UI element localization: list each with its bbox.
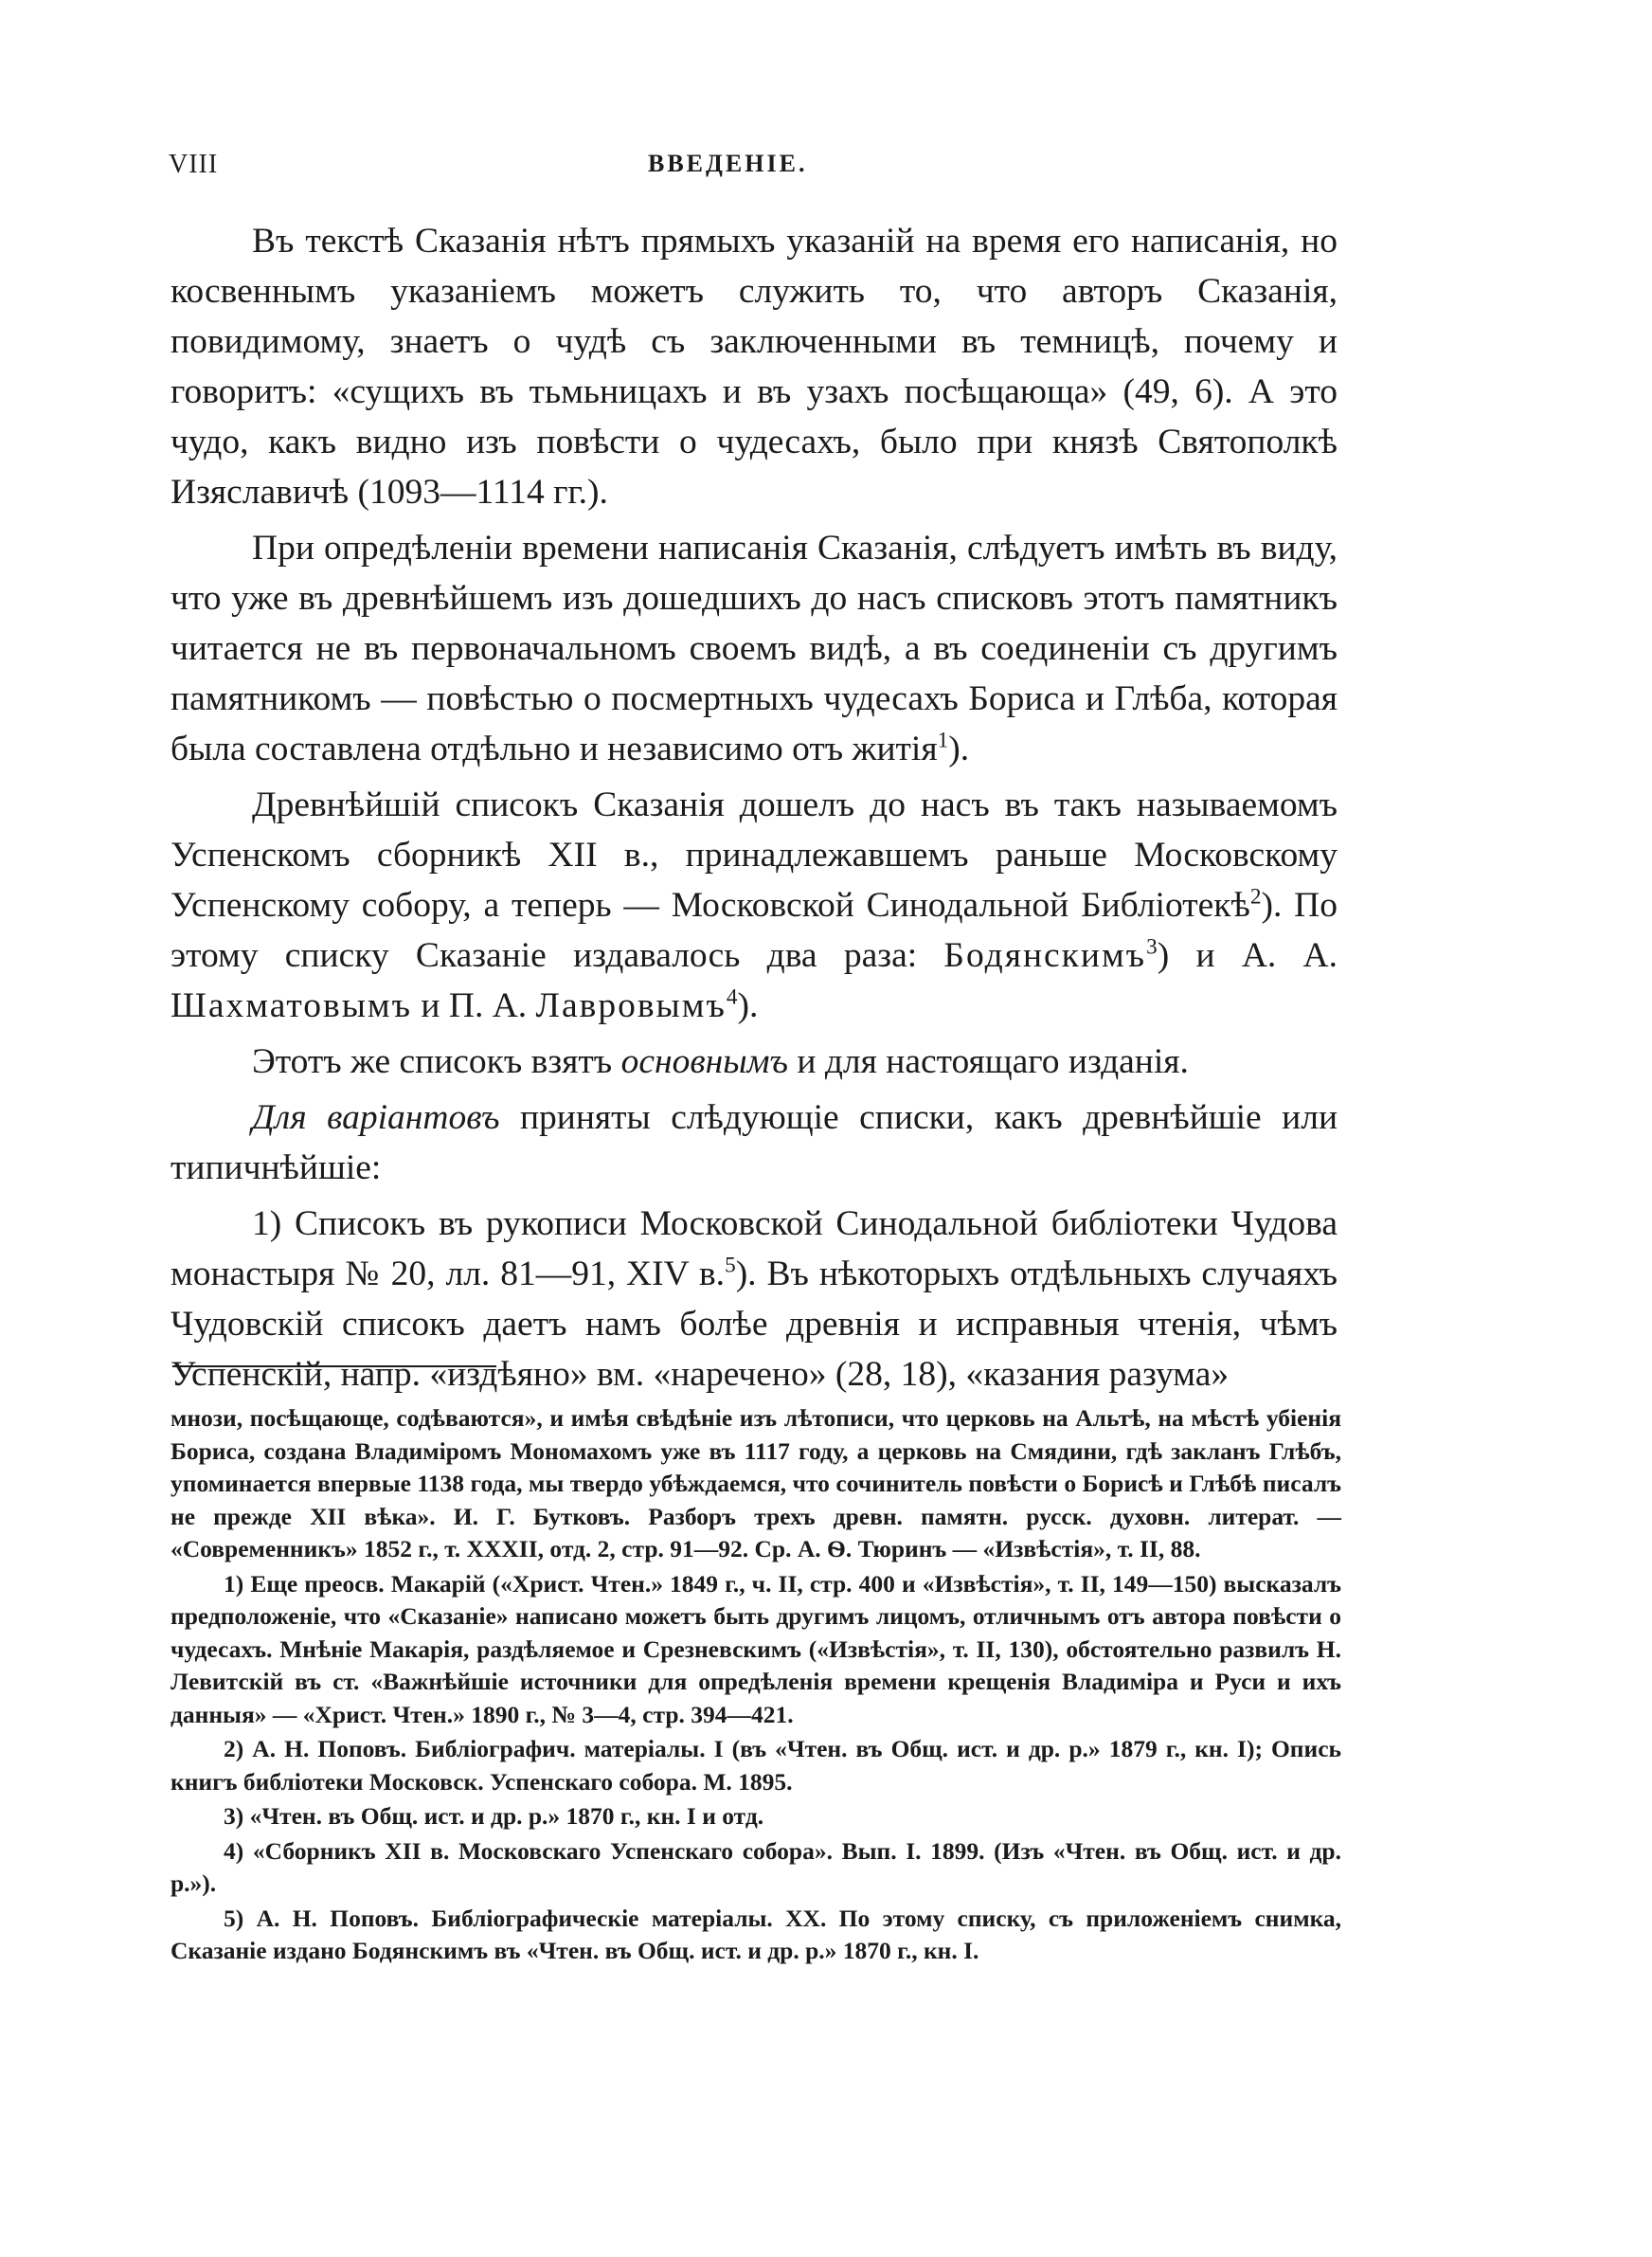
paragraph-3-text-d: и П. А. bbox=[421, 986, 528, 1025]
paragraph-2-end: ). bbox=[948, 730, 970, 768]
page-number: VIII bbox=[169, 150, 219, 179]
name-shakhmatov: Шахматовымъ bbox=[171, 986, 413, 1025]
paragraph-1-text: Въ текстѣ Сказанія нѣтъ прямыхъ указаній на время его написанія, но косвеннымъ указаніемъ можетъ служить то, что авторъ Сказанія, повидимому, знаетъ о чудѣ съ заключенными въ темницѣ, почему и говоритъ: «сущихъ въ тьмьницахъ и въ узахъ посѣщающа» (49, 6). А это чудо, какъ видно изъ повѣсти о чудесахъ, было при князѣ Святополкѣ Изяславичѣ (1093—1114 гг.). bbox=[171, 222, 1338, 512]
footnote-ref-2: 2 bbox=[1249, 884, 1262, 910]
footnote-ref-3: 3 bbox=[1146, 934, 1158, 960]
paragraph-3-text-a: Древнѣйшій списокъ Сказанія дошелъ до насъ въ такъ называемомъ Успенскомъ сборникѣ XII в., принадлежавшемъ раньше Московскому Успенскому собору, а теперь — Московской Синодальной Библіотекѣ bbox=[171, 785, 1338, 925]
footnote-2: 2) А. Н. Поповъ. Библіографич. матеріалы. I (въ «Чтен. въ Общ. ист. и др. р.» 1879 г., кн. I); Опись книгъ библіотеки Московск. Успенскаго собора. М. 1895. bbox=[171, 1735, 1341, 1796]
footnote-1: 1) Еще преосв. Макарій («Христ. Чтен.» 1849 г., ч. II, стр. 400 и «Извѣстія», т. II, 149—150) высказалъ предположеніе, что «Сказаніе» написано можетъ быть другимъ лицомъ, отличнымъ отъ автора повѣсти о чудесахъ. Мнѣніе Макарія, раздѣляемое и Срезневскимъ («Извѣстія», т. II, 130), обстоятельно развилъ Н. Левитскій въ ст. «Важнѣйшіе источники для опредѣленія времени крещенія Владиміра и Руси и ихъ данныя» — «Христ. Чтен.» 1890 г., № 3—4, стр. 394—421. bbox=[171, 1569, 1341, 1728]
footnote-separator bbox=[172, 1365, 496, 1367]
name-bodyansky: Бодянскимъ bbox=[943, 936, 1147, 975]
running-title: ВВЕДЕНІЕ. bbox=[648, 150, 808, 177]
paragraph-3-text-e: ). bbox=[737, 986, 759, 1025]
footnote-ref-4: 4 bbox=[726, 984, 738, 1010]
paragraph-3-text-b: ). По этому списку Сказаніе издавалось два раза: bbox=[171, 886, 1338, 975]
paragraph-3 bbox=[171, 780, 1338, 1031]
name-lavrov: Лавровымъ bbox=[535, 986, 727, 1025]
running-head bbox=[0, 150, 1652, 188]
main-text bbox=[171, 216, 1338, 1405]
paragraph-5-emphasis: Для варіантовъ bbox=[252, 1098, 500, 1137]
paragraph-5-text: приняты слѣдующіе списки, какъ древнѣйшіе или типичнѣйшіе: bbox=[171, 1098, 1338, 1187]
footnote-5: 5) А. Н. Поповъ. Библіографическіе матеріалы. XX. По этому списку, съ приложеніемъ снимка, Сказаніе издано Бодянскимъ въ «Чтен. въ Общ. ист. и др. р.» 1870 г., кн. I. bbox=[171, 1904, 1341, 1964]
paragraph-6 bbox=[171, 1199, 1338, 1399]
paragraph-6-text-b: ). Въ нѣкоторыхъ отдѣльныхъ случаяхъ Чудовскій списокъ даетъ намъ болѣе древнія и исправныя чтенія, чѣмъ Успенскій, напр. «издѣяно» вм. «наречено» (28, 18), «казания разума» bbox=[171, 1255, 1338, 1394]
footnote-continued: мнози, посѣщающе, содѣваются», и имѣя свѣдѣніе изъ лѣтописи, что церковь на Альтѣ, на мѣстѣ убіенія Бориса, создана Владиміромъ Мономахомъ уже въ 1117 году, а церковь на Смядини, гдѣ закланъ Глѣбъ, упоминается впервые 1138 года, мы твердо убѣждаемся, что сочинитель повѣсти о Борисѣ и Глѣбѣ писалъ не прежде XII вѣка». И. Г. Бутковъ. Разборъ трехъ древн. памятн. русск. духовн. литерат. — «Современникъ» 1852 г., т. XXXII, отд. 2, стр. 91—92. Ср. А. Ѳ. Тюринъ — «Извѣстія», т. II, 88. bbox=[171, 1404, 1341, 1562]
footnote-4: 4) «Сборникъ XII в. Московскаго Успенскаго собора». Вып. I. 1899. (Изъ «Чтен. въ Общ. ист. и др. р.»). bbox=[171, 1836, 1341, 1897]
paragraph-3-text-c: ) и А. А. bbox=[1157, 936, 1338, 975]
paragraph-4-text-b: и для настоящаго изданія. bbox=[797, 1042, 1189, 1081]
paragraph-1 bbox=[171, 216, 1338, 517]
paragraph-6-text-a: 1) Списокъ въ рукописи Московской Синодальной библіотеки Чудова монастыря № 20, лл. 81—91, XIV в. bbox=[171, 1204, 1338, 1293]
footnotes bbox=[171, 1402, 1341, 1970]
paragraph-2 bbox=[171, 523, 1338, 774]
paragraph-4 bbox=[171, 1037, 1338, 1087]
paragraph-4-emphasis: основнымъ bbox=[620, 1042, 789, 1081]
footnote-ref-5: 5 bbox=[725, 1253, 736, 1278]
footnote-3: 3) «Чтен. въ Общ. ист. и др. р.» 1870 г., кн. I и отд. bbox=[224, 1802, 764, 1830]
paragraph-4-text-a: Этотъ же списокъ взятъ bbox=[252, 1042, 613, 1081]
paragraph-5 bbox=[171, 1092, 1338, 1193]
paragraph-2-text: При опредѣленіи времени написанія Сказанія, слѣдуетъ имѣть въ виду, что уже въ древнѣйшемъ изъ дошедшихъ до насъ списковъ этотъ памятникъ читается не въ первоначальномъ своемъ видѣ, а въ соединеніи съ другимъ памятникомъ — повѣстью о посмертныхъ чудесахъ Бориса и Глѣба, которая была составлена отдѣльно и независимо отъ житія bbox=[171, 529, 1338, 768]
footnote-ref-1: 1 bbox=[937, 728, 949, 753]
